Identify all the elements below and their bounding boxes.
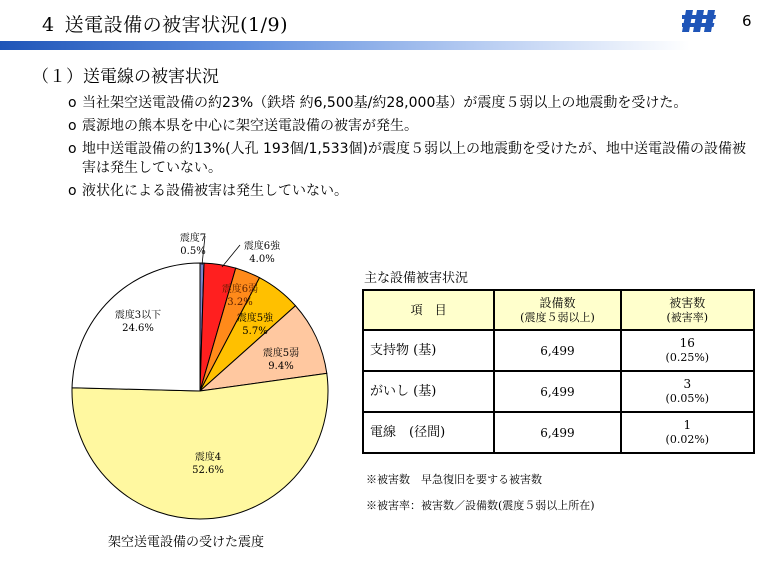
pie-slice [72, 373, 328, 519]
note-damage-rate: ※被害率：被害数／設備数(震度５弱以上所在) [366, 499, 595, 512]
section-title: （１）送電線の被害状況 [32, 67, 219, 87]
header-damage: 被害数 (被害率) [621, 290, 754, 330]
table-header-row [363, 290, 754, 330]
page-number: 6 [742, 12, 752, 30]
pie-chart-caption: 架空送電設備の受けた震度 [108, 535, 265, 550]
pie-slice-name: 震度5強 [236, 313, 274, 324]
note-damage-count: ※被害数 早急復旧を要する被害数 [366, 473, 542, 486]
row-item: 支持物 (基) [363, 330, 494, 371]
pie-slice-name: 震度6強 [243, 241, 281, 252]
title-page-ratio: (1/9) [240, 14, 289, 36]
bullet-item [68, 140, 758, 178]
damage-table-title: 主な設備被害状況 [364, 271, 469, 286]
bullet-text: 震源地の熊本県を中心に架空送電設備の被害が発生。 [82, 118, 418, 134]
pie-slice-label [210, 283, 270, 309]
slide-title [42, 10, 288, 37]
bullet-item [68, 117, 758, 136]
bullet-marker: o [68, 95, 77, 111]
pie-slice-name: 震度7 [179, 233, 207, 244]
row-item: がいし (基) [363, 371, 494, 412]
pie-slice-value: 5.7% [242, 326, 268, 337]
pie-slice-value: 3.2% [227, 297, 253, 308]
table-row [363, 371, 754, 412]
pie-slice-value: 9.4% [268, 361, 294, 372]
row-damage: 1 (0.02%) [621, 412, 754, 453]
pie-slice-label [178, 451, 238, 477]
damage-table [362, 289, 755, 454]
bullet-list [68, 94, 758, 205]
pie-slice-name: 震度3以下 [114, 310, 162, 321]
row-facilities: 6,499 [494, 412, 620, 453]
bullet-marker: o [68, 183, 77, 199]
slide-header [0, 0, 775, 52]
pie-slice-label [232, 240, 292, 266]
bullet-item [68, 182, 758, 201]
seismic-intensity-pie-chart [0, 225, 360, 535]
tepco-logo-icon [682, 6, 718, 36]
pie-slice-label [163, 232, 223, 258]
pie-slice-value: 4.0% [249, 254, 275, 265]
pie-slice-value: 52.6% [192, 465, 224, 476]
bullet-marker: o [68, 141, 77, 157]
header-facilities: 設備数 (震度５弱以上) [494, 290, 620, 330]
pie-slice-value: 24.6% [122, 323, 154, 334]
bullet-item [68, 94, 758, 113]
title-number: 4 [42, 14, 55, 36]
bullet-text: 液状化による設備被害は発生していない。 [82, 183, 348, 199]
pie-slice-name: 震度6弱 [221, 284, 259, 295]
header-item: 項 目 [363, 290, 494, 330]
pie-slice-label [108, 309, 168, 335]
pie-slice-name: 震度4 [194, 452, 222, 463]
title-text: 送電設備の被害状況 [64, 14, 241, 36]
pie-slice-value: 0.5% [180, 246, 206, 257]
row-damage: 3 (0.05%) [621, 371, 754, 412]
row-facilities: 6,499 [494, 330, 620, 371]
table-row [363, 412, 754, 453]
table-row [363, 330, 754, 371]
title-underline-bar [0, 41, 690, 50]
bullet-marker: o [68, 118, 77, 134]
bullet-text: 地中送電設備の約13%(人孔 193個/1,533個)が震度５弱以上の地震動を受けたが、地中送電設備の設備被害は発生していない。 [82, 141, 747, 176]
row-damage: 16 (0.25%) [621, 330, 754, 371]
row-item: 電線 (径間) [363, 412, 494, 453]
pie-slice-name: 震度5弱 [262, 348, 300, 359]
bullet-text: 当社架空送電設備の約23%（鉄塔 約6,500基/約28,000基）が震度５弱以上の地震動を受けた。 [82, 95, 688, 111]
pie-slice-label [251, 347, 311, 373]
row-facilities: 6,499 [494, 371, 620, 412]
pie-slice-label [225, 312, 285, 338]
